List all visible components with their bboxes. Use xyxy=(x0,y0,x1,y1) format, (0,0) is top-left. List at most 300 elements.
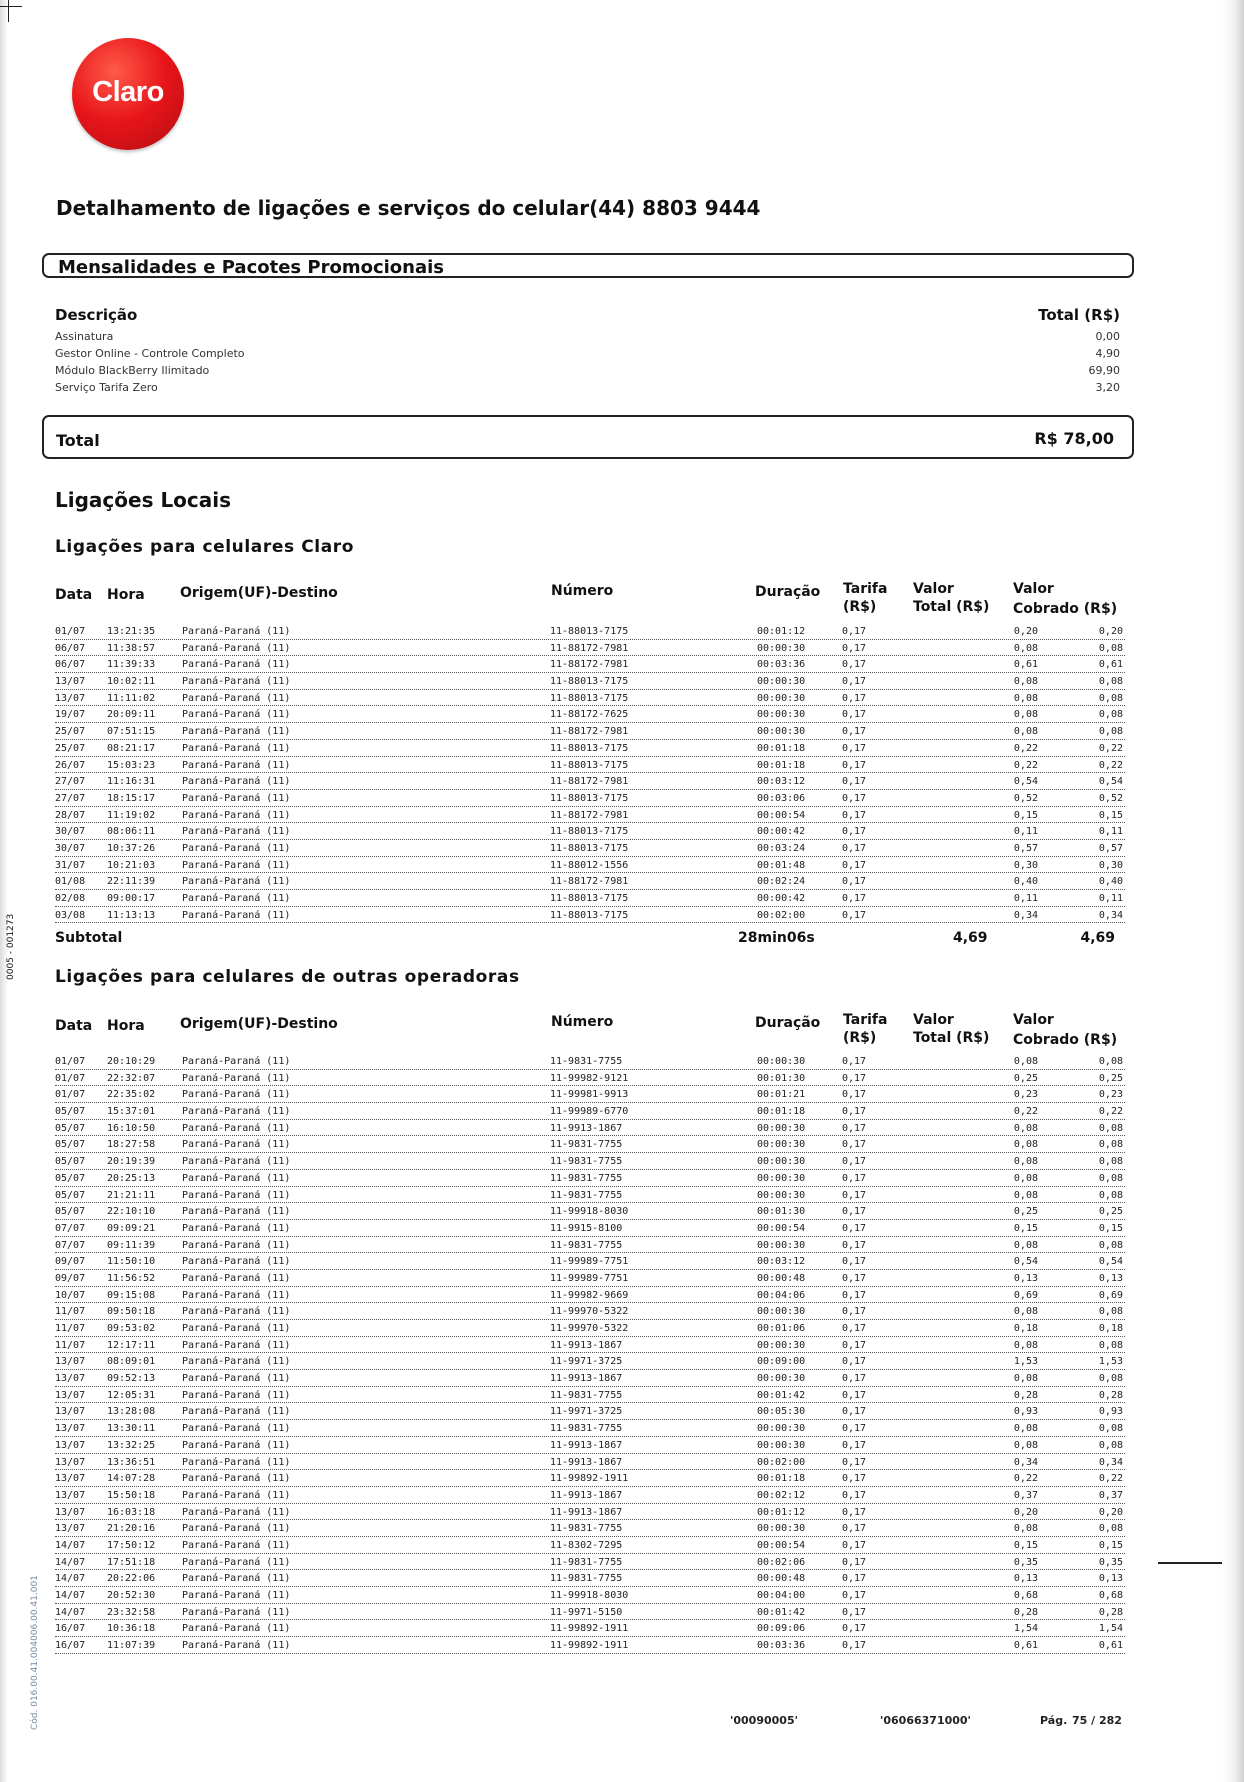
call-numero: 11-9913-1867 xyxy=(550,1506,623,1518)
call-numero: 11-99989-7751 xyxy=(550,1256,629,1268)
call-numero: 11-9913-1867 xyxy=(550,1339,623,1351)
call-data: 10/07 xyxy=(55,1289,86,1301)
call-data: 14/07 xyxy=(55,1539,86,1551)
call-valor-total: 0,18 xyxy=(960,1323,1040,1335)
call-valor-cobrado: 0,08 xyxy=(1098,1056,1123,1067)
call-valor-cobrado: 0,61 xyxy=(1098,1640,1123,1652)
call-origem: Paraná-Paraná (11) xyxy=(182,1439,291,1451)
call-hora: 08:09:01 xyxy=(107,1356,156,1368)
call-data: 01/07 xyxy=(55,1089,86,1101)
call-hora: 11:38:57 xyxy=(107,642,156,654)
subtotal-total: 4,69 xyxy=(953,930,988,946)
call-hora: 13:28:08 xyxy=(107,1406,156,1418)
call-numero: 11-9831-7755 xyxy=(550,1239,623,1251)
call-numero: 11-88013-7175 xyxy=(550,893,629,904)
call-duracao: 00:00:30 xyxy=(757,692,806,704)
call-valor-total: 0,22 xyxy=(960,743,1040,755)
call-duracao: 00:01:18 xyxy=(757,759,806,771)
call-valor-cobrado: 0,54 xyxy=(1098,776,1123,788)
call-origem: Paraná-Paraná (11) xyxy=(182,1056,291,1067)
call-data: 13/07 xyxy=(55,1373,86,1385)
table-row xyxy=(55,1170,1125,1187)
mensalidades-header-box xyxy=(42,253,1134,278)
mensalidade-row xyxy=(55,364,1120,381)
call-numero: 11-99982-9121 xyxy=(550,1072,629,1084)
call-valor-total: 0,08 xyxy=(960,1373,1040,1385)
call-origem: Paraná-Paraná (11) xyxy=(182,1539,291,1551)
call-valor-total: 1,54 xyxy=(960,1623,1040,1635)
crop-mark xyxy=(0,0,22,22)
table-row xyxy=(55,1520,1125,1537)
call-tarifa: 0,17 xyxy=(842,826,867,838)
table-row xyxy=(55,823,1125,840)
side-code-text: 0005 - 001273 xyxy=(6,913,16,980)
table-claro xyxy=(55,623,1125,923)
call-duracao: 00:03:36 xyxy=(757,659,806,671)
call-hora: 11:07:39 xyxy=(107,1640,156,1652)
call-origem: Paraná-Paraná (11) xyxy=(182,726,291,738)
call-valor-cobrado: 0,35 xyxy=(1098,1556,1123,1568)
call-data: 06/07 xyxy=(55,642,86,654)
call-hora: 14:07:28 xyxy=(107,1473,156,1485)
mensalidade-total: 69,90 xyxy=(1088,364,1120,377)
call-data: 14/07 xyxy=(55,1556,86,1568)
call-numero: 11-88013-7175 xyxy=(550,842,629,854)
call-hora: 16:10:50 xyxy=(107,1122,156,1134)
call-valor-total: 0,25 xyxy=(960,1073,1040,1085)
call-data: 13/07 xyxy=(55,1473,86,1485)
call-origem: Paraná-Paraná (11) xyxy=(182,876,291,888)
mensalidade-row xyxy=(55,347,1120,364)
call-data: 13/07 xyxy=(55,1489,86,1501)
table-row xyxy=(55,1136,1125,1153)
call-numero: 11-9915-8100 xyxy=(550,1222,623,1234)
table-row xyxy=(55,1637,1125,1654)
table-row xyxy=(55,1120,1125,1137)
call-origem: Paraná-Paraná (11) xyxy=(182,1590,291,1601)
call-duracao: 00:09:00 xyxy=(757,1356,806,1368)
call-duracao: 00:02:00 xyxy=(757,1456,806,1468)
th-numero: Número xyxy=(551,1014,614,1030)
call-tarifa: 0,17 xyxy=(842,1590,867,1601)
call-valor-total: 0,08 xyxy=(960,726,1040,738)
logo-text: Claro xyxy=(92,76,164,108)
call-hora: 11:39:33 xyxy=(107,659,156,671)
call-data: 19/07 xyxy=(55,709,86,721)
section-ligacoes-locais: Ligações Locais xyxy=(55,488,232,512)
call-data: 06/07 xyxy=(55,659,86,671)
footer-page-label: Pág. xyxy=(1040,1714,1068,1727)
call-tarifa: 0,17 xyxy=(842,1172,867,1184)
call-numero: 11-99989-7751 xyxy=(550,1272,629,1284)
total-label: Total xyxy=(56,431,100,450)
call-valor-total: 0,28 xyxy=(960,1607,1040,1619)
call-numero: 11-9971-3725 xyxy=(550,1356,623,1368)
call-origem: Paraná-Paraná (11) xyxy=(182,692,291,704)
call-valor-cobrado: 0,15 xyxy=(1098,809,1123,821)
call-origem: Paraná-Paraná (11) xyxy=(182,709,291,721)
call-hora: 10:02:11 xyxy=(107,676,156,688)
call-tarifa: 0,17 xyxy=(842,792,867,804)
call-valor-cobrado: 0,28 xyxy=(1098,1606,1123,1618)
call-numero: 11-99970-5322 xyxy=(550,1323,629,1334)
call-data: 11/07 xyxy=(55,1339,86,1351)
footer-code-1: '00090005' xyxy=(730,1714,798,1727)
call-origem: Paraná-Paraná (11) xyxy=(182,1139,291,1151)
call-valor-total: 0,08 xyxy=(960,1306,1040,1318)
table-row xyxy=(55,1570,1125,1587)
call-data: 05/07 xyxy=(55,1156,86,1168)
call-data: 16/07 xyxy=(55,1640,86,1652)
call-valor-total: 0,57 xyxy=(960,843,1040,855)
call-data: 01/07 xyxy=(55,1072,86,1084)
call-hora: 16:03:18 xyxy=(107,1506,156,1518)
call-valor-cobrado: 0,30 xyxy=(1098,859,1123,871)
call-data: 05/07 xyxy=(55,1172,86,1184)
call-duracao: 00:04:06 xyxy=(757,1289,806,1301)
call-data: 13/07 xyxy=(55,1523,86,1535)
call-duracao: 00:01:30 xyxy=(757,1206,806,1218)
th-data: Data xyxy=(55,1018,93,1034)
call-numero: 11-88172-7981 xyxy=(550,659,629,671)
call-hora: 09:50:18 xyxy=(107,1306,156,1318)
call-tarifa: 0,17 xyxy=(842,692,867,704)
call-duracao: 00:02:06 xyxy=(757,1556,806,1568)
call-tarifa: 0,17 xyxy=(842,1122,867,1134)
table-row xyxy=(55,656,1125,673)
table-row xyxy=(55,1454,1125,1471)
call-tarifa: 0,17 xyxy=(842,1323,867,1334)
table-row xyxy=(55,1153,1125,1170)
mensalidades-title: Mensalidades e Pacotes Promocionais xyxy=(58,257,445,278)
call-data: 27/07 xyxy=(55,776,86,788)
call-tarifa: 0,17 xyxy=(842,676,867,688)
call-duracao: 00:01:42 xyxy=(757,1389,806,1401)
call-valor-total: 0,20 xyxy=(960,1507,1040,1519)
call-numero: 11-99892-1911 xyxy=(550,1623,629,1635)
th-tarifa: Tarifa xyxy=(843,1012,888,1028)
call-hora: 10:21:03 xyxy=(107,859,156,871)
call-numero: 11-88013-7175 xyxy=(550,792,629,804)
call-valor-total: 0,08 xyxy=(960,1423,1040,1435)
call-duracao: 00:00:54 xyxy=(757,809,806,821)
call-hora: 13:21:35 xyxy=(107,626,156,637)
side-code xyxy=(6,880,22,980)
call-valor-cobrado: 0,28 xyxy=(1098,1389,1123,1401)
call-origem: Paraná-Paraná (11) xyxy=(182,1456,291,1468)
table-row xyxy=(55,1103,1125,1120)
margin-mark xyxy=(1158,1562,1222,1564)
call-duracao: 00:03:12 xyxy=(757,1256,806,1268)
call-origem: Paraná-Paraná (11) xyxy=(182,859,291,871)
call-tarifa: 0,17 xyxy=(842,742,867,754)
call-duracao: 00:00:30 xyxy=(757,1339,806,1351)
call-valor-total: 0,08 xyxy=(960,1123,1040,1135)
call-origem: Paraná-Paraná (11) xyxy=(182,759,291,771)
call-valor-total: 0,08 xyxy=(960,1240,1040,1252)
call-numero: 11-88012-1556 xyxy=(550,859,629,871)
call-data: 13/07 xyxy=(55,1456,86,1468)
call-valor-cobrado: 0,22 xyxy=(1098,742,1123,754)
call-origem: Paraná-Paraná (11) xyxy=(182,1339,291,1351)
th-valor-cobrado-1: Valor xyxy=(1013,581,1054,597)
th-origem: Origem(UF)-Destino xyxy=(180,585,338,601)
call-duracao: 00:05:30 xyxy=(757,1406,806,1418)
call-valor-cobrado: 0,20 xyxy=(1098,626,1123,637)
call-valor-total: 0,08 xyxy=(960,1156,1040,1168)
call-valor-total: 0,40 xyxy=(960,876,1040,888)
call-numero: 11-99970-5322 xyxy=(550,1306,629,1318)
call-valor-cobrado: 0,08 xyxy=(1098,709,1123,721)
call-valor-cobrado: 0,08 xyxy=(1098,1122,1123,1134)
call-duracao: 00:00:30 xyxy=(757,1056,806,1067)
call-origem: Paraná-Paraná (11) xyxy=(182,1489,291,1501)
table-row xyxy=(55,1086,1125,1103)
call-numero: 11-88172-7981 xyxy=(550,876,629,888)
th-tarifa-unit: (R$) xyxy=(843,599,877,615)
call-data: 25/07 xyxy=(55,742,86,754)
call-hora: 20:25:13 xyxy=(107,1172,156,1184)
table-row xyxy=(55,790,1125,807)
call-tarifa: 0,17 xyxy=(842,1523,867,1535)
call-valor-total: 0,15 xyxy=(960,1223,1040,1235)
th-valor-total-1: Valor xyxy=(913,581,954,597)
call-hora: 08:21:17 xyxy=(107,742,156,754)
call-valor-total: 0,35 xyxy=(960,1557,1040,1569)
call-hora: 09:11:39 xyxy=(107,1239,156,1251)
total-value: R$ 78,00 xyxy=(1034,429,1114,448)
call-numero: 11-9971-5150 xyxy=(550,1606,623,1618)
call-valor-total: 0,08 xyxy=(960,1440,1040,1452)
call-valor-cobrado: 0,08 xyxy=(1098,692,1123,704)
call-tarifa: 0,17 xyxy=(842,1389,867,1401)
call-hora: 17:50:12 xyxy=(107,1539,156,1551)
call-tarifa: 0,17 xyxy=(842,1423,867,1435)
call-tarifa: 0,17 xyxy=(842,909,867,921)
call-data: 30/07 xyxy=(55,826,86,838)
call-valor-total: 0,08 xyxy=(960,676,1040,688)
call-valor-total: 0,08 xyxy=(960,1190,1040,1202)
call-hora: 11:56:52 xyxy=(107,1272,156,1284)
table-row xyxy=(55,740,1125,757)
call-hora: 15:03:23 xyxy=(107,759,156,771)
table-row xyxy=(55,1337,1125,1354)
call-origem: Paraná-Paraná (11) xyxy=(182,1556,291,1568)
call-data: 13/07 xyxy=(55,1506,86,1518)
call-data: 26/07 xyxy=(55,759,86,771)
table-header-claro xyxy=(55,580,1125,620)
call-tarifa: 0,17 xyxy=(842,1072,867,1084)
call-origem: Paraná-Paraná (11) xyxy=(182,642,291,654)
call-duracao: 00:02:12 xyxy=(757,1489,806,1501)
call-tarifa: 0,17 xyxy=(842,1556,867,1568)
call-hora: 13:30:11 xyxy=(107,1423,156,1435)
call-data: 16/07 xyxy=(55,1623,86,1635)
call-hora: 21:20:16 xyxy=(107,1523,156,1535)
call-duracao: 00:03:24 xyxy=(757,842,806,854)
call-tarifa: 0,17 xyxy=(842,1373,867,1385)
call-valor-cobrado: 0,69 xyxy=(1098,1289,1123,1301)
call-origem: Paraná-Paraná (11) xyxy=(182,809,291,821)
call-hora: 10:36:18 xyxy=(107,1623,156,1635)
table-row xyxy=(55,1387,1125,1404)
call-valor-total: 0,34 xyxy=(960,910,1040,922)
table-row xyxy=(55,840,1125,857)
call-duracao: 00:00:42 xyxy=(757,893,806,904)
table-row xyxy=(55,1437,1125,1454)
call-data: 05/07 xyxy=(55,1106,86,1118)
table-row xyxy=(55,1620,1125,1637)
call-hora: 07:51:15 xyxy=(107,726,156,738)
call-valor-cobrado: 0,08 xyxy=(1098,1423,1123,1435)
call-origem: Paraná-Paraná (11) xyxy=(182,1122,291,1134)
call-hora: 22:35:02 xyxy=(107,1089,156,1101)
call-numero: 11-88013-7175 xyxy=(550,742,629,754)
call-data: 13/07 xyxy=(55,1406,86,1418)
call-valor-total: 0,54 xyxy=(960,776,1040,788)
call-duracao: 00:00:30 xyxy=(757,1239,806,1251)
call-origem: Paraná-Paraná (11) xyxy=(182,659,291,671)
mensalidade-desc: Assinatura xyxy=(55,330,114,343)
call-tarifa: 0,17 xyxy=(842,1439,867,1451)
call-data: 14/07 xyxy=(55,1606,86,1618)
call-hora: 09:09:21 xyxy=(107,1222,156,1234)
call-hora: 09:52:13 xyxy=(107,1373,156,1385)
call-numero: 11-99981-9913 xyxy=(550,1089,629,1101)
call-tarifa: 0,17 xyxy=(842,1222,867,1234)
scan-shadow-right xyxy=(1222,0,1244,1782)
call-data: 01/08 xyxy=(55,876,86,888)
subtotal-row xyxy=(55,930,1125,948)
call-origem: Paraná-Paraná (11) xyxy=(182,742,291,754)
call-numero: 11-9831-7755 xyxy=(550,1139,623,1151)
call-data: 27/07 xyxy=(55,792,86,804)
call-origem: Paraná-Paraná (11) xyxy=(182,1256,291,1268)
call-valor-total: 0,15 xyxy=(960,810,1040,822)
call-numero: 11-88013-7175 xyxy=(550,676,629,688)
claro-logo xyxy=(72,38,184,150)
call-numero: 11-8302-7295 xyxy=(550,1539,623,1551)
subtotal-cobrado: 4,69 xyxy=(1080,930,1115,946)
call-data: 13/07 xyxy=(55,1439,86,1451)
call-valor-total: 0,13 xyxy=(960,1573,1040,1585)
call-valor-cobrado: 0,93 xyxy=(1098,1406,1123,1418)
call-origem: Paraná-Paraná (11) xyxy=(182,1206,291,1218)
call-duracao: 00:00:30 xyxy=(757,676,806,688)
call-origem: Paraná-Paraná (11) xyxy=(182,1406,291,1418)
mensalidade-desc: Gestor Online - Controle Completo xyxy=(55,347,245,360)
call-valor-cobrado: 0,68 xyxy=(1098,1590,1123,1601)
mensalidade-row xyxy=(55,381,1120,398)
call-duracao: 00:00:30 xyxy=(757,1306,806,1318)
call-data: 05/07 xyxy=(55,1206,86,1218)
call-origem: Paraná-Paraná (11) xyxy=(182,893,291,904)
call-tarifa: 0,17 xyxy=(842,1206,867,1218)
call-duracao: 00:00:30 xyxy=(757,642,806,654)
call-duracao: 00:00:30 xyxy=(757,1156,806,1168)
call-valor-cobrado: 0,22 xyxy=(1098,1106,1123,1118)
th-origem: Origem(UF)-Destino xyxy=(180,1016,338,1032)
call-duracao: 00:01:12 xyxy=(757,626,806,637)
call-tarifa: 0,17 xyxy=(842,1339,867,1351)
call-hora: 20:09:11 xyxy=(107,709,156,721)
call-tarifa: 0,17 xyxy=(842,1106,867,1118)
call-tarifa: 0,17 xyxy=(842,1156,867,1168)
call-origem: Paraná-Paraná (11) xyxy=(182,1189,291,1201)
call-duracao: 00:01:18 xyxy=(757,742,806,754)
call-numero: 11-99892-1911 xyxy=(550,1473,629,1485)
th-hora: Hora xyxy=(107,1018,145,1034)
table-row xyxy=(55,1420,1125,1437)
call-numero: 11-9913-1867 xyxy=(550,1373,623,1385)
mensalidade-row xyxy=(55,330,1120,347)
call-hora: 09:53:02 xyxy=(107,1323,156,1334)
table-row xyxy=(55,640,1125,657)
call-duracao: 00:01:18 xyxy=(757,1106,806,1118)
call-tarifa: 0,17 xyxy=(842,1456,867,1468)
table-row xyxy=(55,1287,1125,1304)
call-tarifa: 0,17 xyxy=(842,1189,867,1201)
call-data: 05/07 xyxy=(55,1139,86,1151)
call-origem: Paraná-Paraná (11) xyxy=(182,1106,291,1118)
table-row xyxy=(55,857,1125,874)
call-hora: 10:37:26 xyxy=(107,842,156,854)
call-numero: 11-9831-7755 xyxy=(550,1523,623,1535)
call-origem: Paraná-Paraná (11) xyxy=(182,1473,291,1485)
table-row xyxy=(55,1053,1125,1070)
call-origem: Paraná-Paraná (11) xyxy=(182,909,291,921)
call-duracao: 00:00:30 xyxy=(757,1439,806,1451)
call-numero: 11-99892-1911 xyxy=(550,1640,629,1652)
table-row xyxy=(55,1370,1125,1387)
call-hora: 20:19:39 xyxy=(107,1156,156,1168)
call-valor-total: 0,08 xyxy=(960,693,1040,705)
call-hora: 11:13:13 xyxy=(107,909,156,921)
th-tarifa-unit: (R$) xyxy=(843,1030,877,1046)
call-valor-cobrado: 0,61 xyxy=(1098,659,1123,671)
call-data: 13/07 xyxy=(55,1356,86,1368)
call-data: 25/07 xyxy=(55,726,86,738)
table-row xyxy=(55,1220,1125,1237)
call-origem: Paraná-Paraná (11) xyxy=(182,1640,291,1652)
call-numero: 11-99918-8030 xyxy=(550,1206,629,1218)
call-hora: 18:15:17 xyxy=(107,792,156,804)
table-row xyxy=(55,807,1125,824)
subtotal-label: Subtotal xyxy=(55,930,123,946)
call-data: 28/07 xyxy=(55,809,86,821)
call-tarifa: 0,17 xyxy=(842,1539,867,1551)
th-duracao: Duração xyxy=(755,584,821,600)
call-valor-cobrado: 0,08 xyxy=(1098,1172,1123,1184)
call-valor-total: 0,23 xyxy=(960,1089,1040,1101)
call-duracao: 00:00:30 xyxy=(757,1189,806,1201)
call-valor-cobrado: 1,53 xyxy=(1098,1356,1123,1368)
call-tarifa: 0,17 xyxy=(842,626,867,637)
th-valor-cobrado-1: Valor xyxy=(1013,1012,1054,1028)
call-origem: Paraná-Paraná (11) xyxy=(182,1323,291,1334)
call-tarifa: 0,17 xyxy=(842,709,867,721)
call-valor-total: 0,61 xyxy=(960,1640,1040,1652)
call-valor-total: 0,54 xyxy=(960,1256,1040,1268)
table-row xyxy=(55,1270,1125,1287)
table-row xyxy=(55,1487,1125,1504)
call-data: 13/07 xyxy=(55,692,86,704)
call-duracao: 00:04:00 xyxy=(757,1590,806,1601)
call-duracao: 00:00:54 xyxy=(757,1222,806,1234)
table-row xyxy=(55,873,1125,890)
call-hora: 21:21:11 xyxy=(107,1189,156,1201)
call-duracao: 00:09:06 xyxy=(757,1623,806,1635)
